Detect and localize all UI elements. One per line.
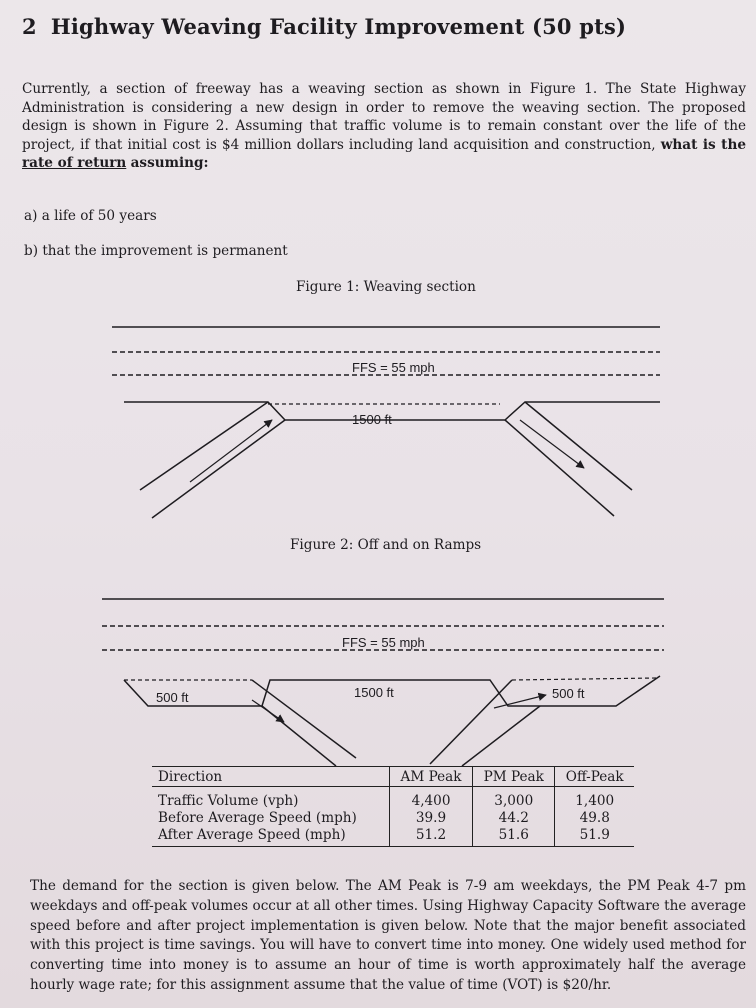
problem-title: Highway Weaving Facility Improvement (50 pts) xyxy=(50,14,627,39)
table-row xyxy=(152,810,634,827)
cell-pm: 51.6 xyxy=(473,827,555,847)
off-ramp-arrow xyxy=(252,700,284,722)
figure2-speed-label: FFS = 55 mph xyxy=(342,635,425,650)
item-a: a) a life of 50 years xyxy=(24,208,157,224)
on-ramp-edge-2 xyxy=(462,706,540,766)
on-ramp-edge-1 xyxy=(430,680,512,764)
figure2-middle-length: 1500 ft xyxy=(354,685,394,700)
accel-lane-line xyxy=(512,678,656,680)
figure1-caption: Figure 1: Weaving section xyxy=(296,279,476,295)
table-row xyxy=(152,827,634,847)
off-ramp-edge-2 xyxy=(505,420,614,516)
figure2-right-length: 500 ft xyxy=(552,686,585,701)
question-lead: what is the xyxy=(660,136,746,153)
header-off-peak: Off-Peak xyxy=(555,767,634,787)
header-am-peak: AM Peak xyxy=(389,767,472,787)
figure2-diagram xyxy=(0,590,756,770)
item-b: b) that the improvement is permanent xyxy=(24,243,288,259)
cell-pm: 44.2 xyxy=(473,810,555,827)
cell-off: 1,400 xyxy=(555,787,634,811)
speed-table xyxy=(152,766,634,847)
header-direction: Direction xyxy=(152,767,389,787)
header-pm-peak: PM Peak xyxy=(473,767,555,787)
off-ramp-edge-1 xyxy=(252,680,356,758)
row-label: Before Average Speed (mph) xyxy=(158,810,357,826)
figure2-caption: Figure 2: Off and on Ramps xyxy=(290,537,482,553)
cell-am: 4,400 xyxy=(389,787,472,811)
problem-intro xyxy=(22,80,746,173)
road-edge-bottom xyxy=(124,402,660,420)
cell-pm: 3,000 xyxy=(473,787,555,811)
row-label: After Average Speed (mph) xyxy=(152,827,389,847)
problem-number: 2 xyxy=(22,14,37,39)
figure1-speed-label: FFS = 55 mph xyxy=(352,360,435,375)
figure2-left-length: 500 ft xyxy=(156,690,189,705)
row-label: Traffic Volume (vph) xyxy=(158,793,299,809)
cell-off: 51.9 xyxy=(555,827,634,847)
on-ramp-arrow xyxy=(190,420,272,482)
question-underlined: rate of return xyxy=(22,155,127,171)
cell-am: 39.9 xyxy=(389,810,472,827)
figure1-diagram xyxy=(0,310,756,525)
intro-text: Currently, a section of freeway has a weaving section as shown in Figure 1. The State Highway Administration is considering a new design in order to remove the weaving section. The proposed design is shown in Figure 2. Assuming that traffic volume is to remain constant over the life of the project, if that initial cost is $4 million dollars including land acquisition and construction, xyxy=(22,81,746,153)
table-row xyxy=(152,787,634,811)
problem-heading xyxy=(22,14,626,39)
on-ramp-edge-2 xyxy=(152,420,285,518)
closing-paragraph: The demand for the section is given below. The AM Peak is 7-9 am weekdays, the PM Peak 4-7 pm weekdays and off-peak volumes occur at all other times. Using Highway Capacity Software the average speed before and after project implementation is given below. Note that the major benefit associated with this project is time savings. You will have to convert time into money. One widely used method for converting time into money is to assume an hour of time is worth approximately half the average hourly wage rate; for this assignment assume that the value of time (VOT) is $20/hr. xyxy=(30,878,746,993)
figure1-length-label: 1500 ft xyxy=(352,412,392,427)
cell-off: 49.8 xyxy=(555,810,634,827)
cell-am: 51.2 xyxy=(389,827,472,847)
question-tail: assuming: xyxy=(130,155,209,171)
off-ramp-edge-1 xyxy=(525,402,632,490)
